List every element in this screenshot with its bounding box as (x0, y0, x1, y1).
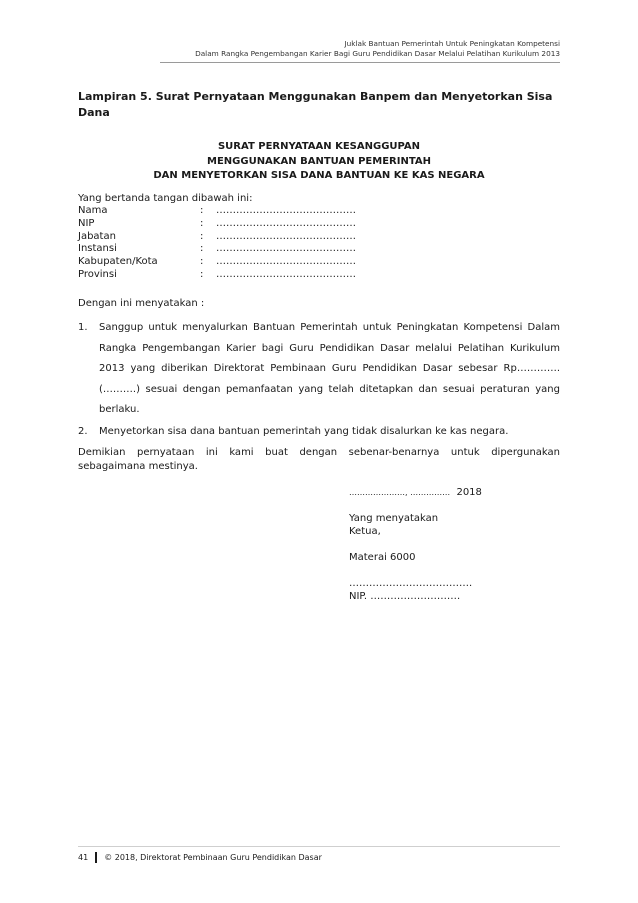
letter-heading-line-1: SURAT PERNYATAAN KESANGGUPAN (217, 141, 421, 152)
field-label: Kabupaten/Kota (78, 256, 158, 268)
letter-heading-line-3: DAN MENYETORKAN SISA DANA BANTUAN KE KAS NEGARA (153, 170, 485, 181)
place-date-blank: …………………, …………… (349, 488, 451, 497)
field-colon: : (200, 268, 204, 280)
page-number: 41 (78, 853, 89, 862)
signer-nip: NIP. ……………………… (349, 591, 461, 602)
list-item-number: 2. (78, 425, 88, 437)
signer-line-1: Yang menyatakan (349, 513, 439, 524)
list-item-text: Menyetorkan sisa dana bantuan pemerintah yang tidak disalurkan ke kas negara. (99, 425, 509, 437)
field-blank: …………………………………… (216, 268, 356, 280)
header-divider (160, 62, 560, 63)
field-row-institution (78, 243, 356, 256)
field-colon: : (200, 243, 204, 255)
field-label: Provinsi (78, 268, 117, 280)
appendix-title (78, 89, 558, 121)
field-row-name (78, 205, 356, 218)
appendix-title-line-2: Dana (78, 106, 110, 119)
field-blank: …………………………………… (216, 243, 356, 255)
field-row-province (78, 269, 356, 282)
signature-year: 2018 (456, 487, 482, 498)
field-colon: : (200, 205, 204, 216)
list-item (78, 422, 560, 443)
statement-intro: Dengan ini menyatakan : (78, 298, 205, 309)
field-label: Instansi (78, 243, 117, 255)
running-header (195, 39, 560, 59)
identity-fields (78, 205, 356, 282)
field-blank: …………………………………… (216, 217, 356, 229)
field-blank: …………………………………… (216, 230, 356, 242)
field-label: NIP (78, 217, 95, 229)
signer-line-2: Ketua, (349, 526, 381, 537)
field-label: Jabatan (78, 230, 116, 242)
header-line-2: Dalam Rangka Pengembangan Karier Bagi Guru Pendidikan Dasar Melalui Pelatihan Kurikulum 2013 (195, 49, 560, 58)
field-colon: : (200, 256, 204, 268)
field-row-nip (78, 218, 356, 231)
letter-heading-line-2: MENGGUNAKAN BANTUAN PEMERINTAH (207, 155, 431, 167)
footer-copyright: © 2018, Direktorat Pembinaan Guru Pendidikan Dasar (104, 853, 322, 862)
field-blank: …………………………………… (216, 256, 356, 268)
stamp-duty-note: Materai 6000 (349, 552, 416, 563)
list-item-number: 1. (78, 322, 88, 333)
footer-divider (78, 846, 560, 847)
appendix-title-line-1: Lampiran 5. Surat Pernyataan Menggunakan Banpem dan Menyetorkan Sisa (78, 90, 553, 103)
closing-paragraph: Demikian pernyataan ini kami buat dengan sebenar-benarnya untuk dipergunakan sebagaimana mestinya. (78, 447, 560, 472)
signature-block (349, 486, 482, 603)
page-footer (78, 852, 322, 863)
header-line-1: Juklak Bantuan Pemerintah Untuk Peningkatan Kompetensi (344, 39, 560, 48)
field-colon: : (200, 217, 204, 229)
field-blank: …………………………………… (216, 205, 356, 216)
signer-name-blank: ………………………………. (349, 578, 473, 589)
field-row-district (78, 256, 356, 269)
field-colon: : (200, 230, 204, 242)
field-label: Nama (78, 205, 108, 216)
footer-separator (95, 852, 97, 863)
statement-list (78, 318, 560, 442)
letter-heading (78, 140, 560, 184)
list-item (78, 318, 560, 421)
field-row-position (78, 231, 356, 244)
signatory-intro: Yang bertanda tangan dibawah ini: (78, 193, 253, 204)
place-date-line (349, 486, 482, 499)
list-item-text: Sanggup untuk menyalurkan Bantuan Pemerintah untuk Peningkatan Kompetensi Dalam Rangka Pengembangan Karier bagi Guru Pendidikan Dasar melalui Pelatihan Kurikulum 2013 yang diberikan Direktorat Pembinaan Guru Pendidikan Dasar sebesar Rp…………. (……….) sesuai dengan pemanfaatan yang telah ditetapkan dan sesuai peraturan yang berlaku. (99, 322, 560, 415)
